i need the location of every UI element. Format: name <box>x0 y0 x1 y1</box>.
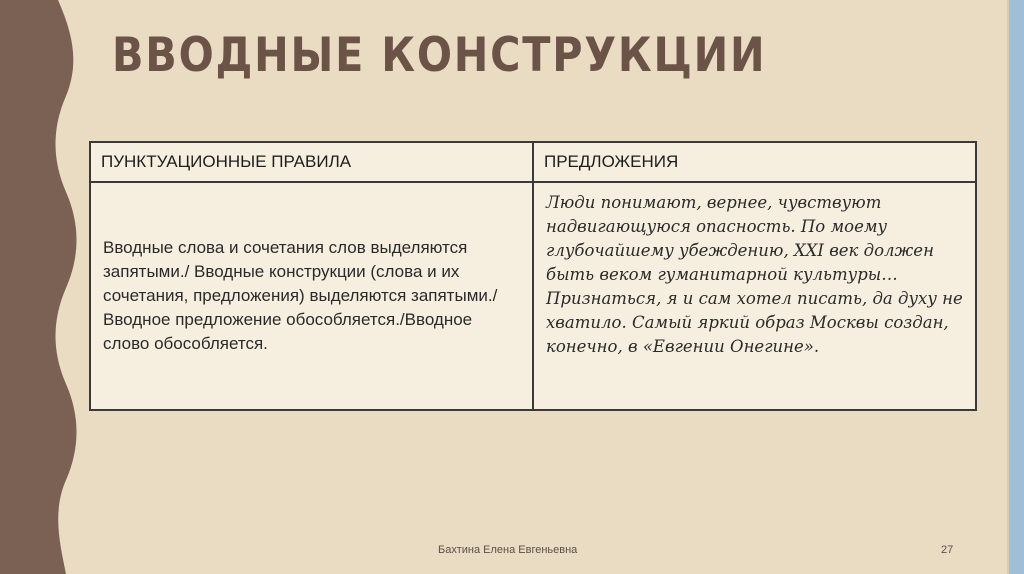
slide-title: ВВОДНЫЕ КОНСТРУКЦИИ <box>112 28 767 83</box>
footer-author: Бахтина Елена Евгеньевна <box>438 544 578 556</box>
header-punctuation-rules: ПУНКТУАЦИОННЫЕ ПРАВИЛА <box>90 142 533 182</box>
rules-table <box>89 141 977 411</box>
accent-stripe <box>1009 0 1024 574</box>
table-row <box>90 182 976 410</box>
example-sentences-cell <box>533 182 976 410</box>
example-sentences-text: Люди понимают, вернее, чувствуют надвигающуюся опасность. По моему глубочайшему убеждению, XXI век должен быть веком гуманитарной культуры…Признаться, я и сам хотел писать, да духу не хватило. Самый яркий образ Москвы создан, конечно, в «Евгении Онегине». <box>546 193 963 356</box>
table-header-row <box>90 142 976 182</box>
rule-cell: Вводные слова и сочетания слов выделяются запятыми./ Вводные конструкции (слова и их сочетания, предложения) выделяются запятыми./ Вводное предложение обособляется./Вводное слово обособляется. <box>90 182 533 410</box>
header-sentences: ПРЕДЛОЖЕНИЯ <box>533 142 976 182</box>
decorative-wavy-band <box>0 0 90 574</box>
slide-number: 27 <box>941 544 954 556</box>
